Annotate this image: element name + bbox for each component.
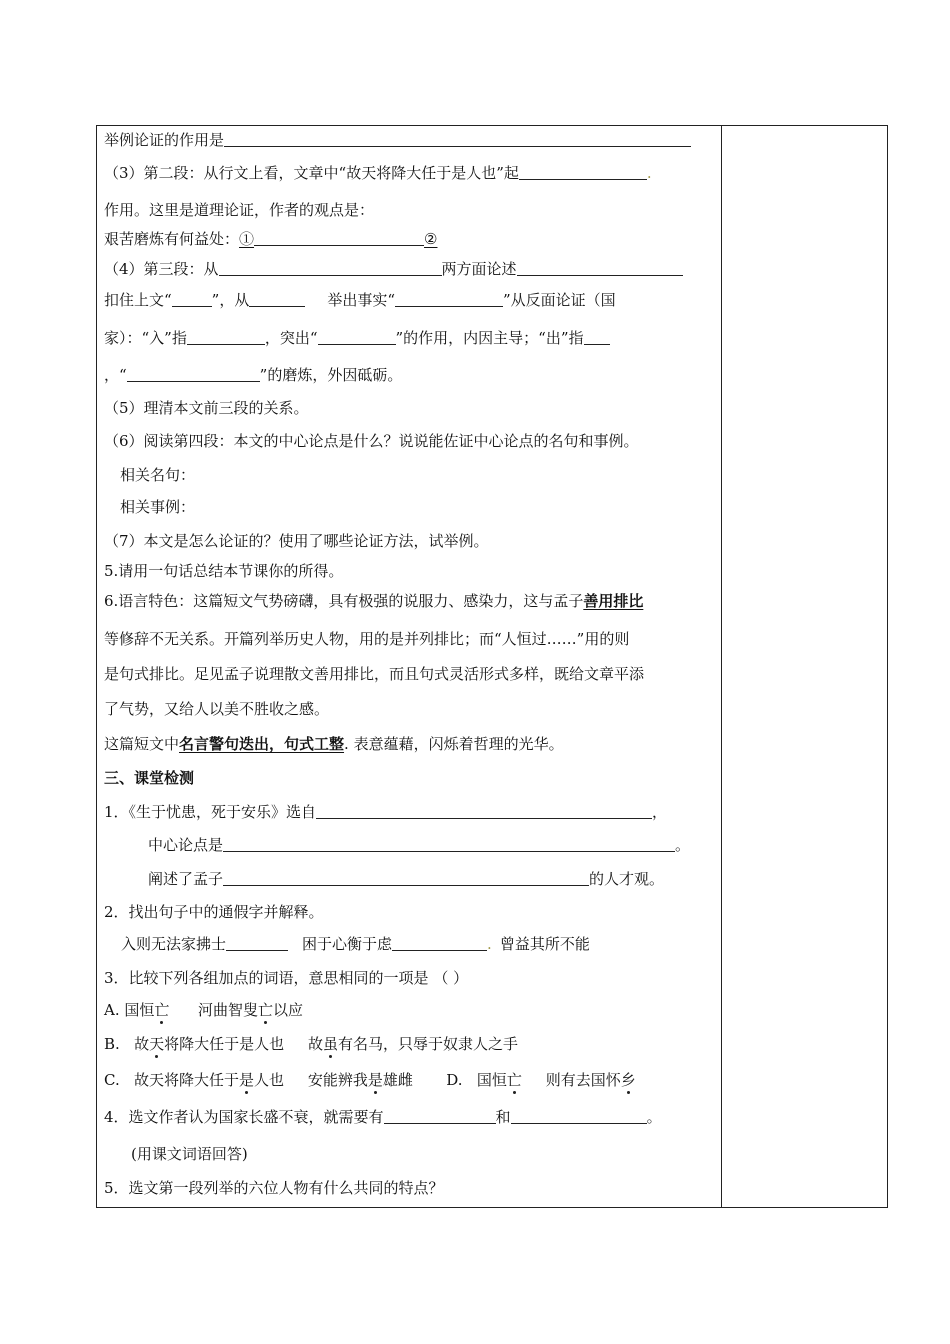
check-q1-talent-view: 阐述了孟子 的人才观。: [148, 870, 665, 888]
answer-blank[interactable]: [318, 329, 396, 345]
q7-argument-methods: （7）本文是怎么论证的？使用了哪些论证方法，试举例。: [104, 532, 489, 550]
answer-blank[interactable]: [223, 836, 675, 852]
answer-blank[interactable]: [392, 935, 487, 951]
option-c-d[interactable]: C. 故天将降大任于是人也 安能辨我是雄雌 D. 国恒亡 则有去国怀乡: [104, 1071, 636, 1089]
item-6-language-3: 是句式排比。足见孟子说理散文善用排比，而且句式灵活形式多样，既给文章平添: [104, 665, 645, 683]
option-b[interactable]: B. 故天将降大任于是人也 故虽有名马，只辱于奴隶人之手: [104, 1035, 518, 1053]
q6-central-thesis: （6）阅读第四段：本文的中心论点是什么？说说能佐证中心论点的名句和事例。: [104, 432, 639, 450]
answer-blank[interactable]: [254, 230, 424, 246]
q4-continued-3: ，“ ”的磨炼，外因砥砺。: [104, 366, 403, 384]
answer-blank[interactable]: [226, 935, 288, 951]
check-q1: 1．《生于忧患，死于安乐》选自 ，: [104, 803, 668, 821]
answer-blank[interactable]: [517, 260, 683, 276]
check-q1-thesis: 中心论点是 。: [148, 836, 691, 854]
answer-blank[interactable]: [127, 366, 260, 382]
answer-blank[interactable]: [219, 260, 442, 276]
q4-continued-1: 扣住上文“ ”，从 举出事实“ ”从反面论证（国: [104, 291, 616, 309]
item-6-language: 6.语言特色：这篇短文气势磅礴，具有极强的说服力、感染力，这与孟子善用排比: [104, 592, 644, 610]
answer-blank[interactable]: [187, 329, 265, 345]
check-q3: 3．比较下列各组加点的词语，意思相同的一项是 （ ）: [104, 969, 469, 987]
related-examples-label: 相关事例：: [120, 498, 196, 516]
answer-blank[interactable]: [511, 1108, 647, 1124]
q3-continued: 作用。这里是道理论证，作者的观点是：: [104, 201, 375, 219]
check-q2-sentences: 入则无法家拂士 困于心衡于虑 . 曾益其所不能: [121, 935, 590, 953]
column-divider: [721, 125, 722, 1208]
answer-blank[interactable]: [224, 131, 691, 147]
item-6-language-2: 等修辞不无关系。开篇列举历史人物，用的是并列排比；而“人恒过……”用的则: [104, 630, 630, 648]
q3-paragraph-two: （3）第二段：从行文上看，文章中“故天将降大任于是人也”起 .: [104, 164, 652, 182]
q5-relationship: （5）理清本文前三段的关系。: [104, 399, 309, 417]
q4-paragraph-three: （4）第三段：从 两方面论述: [104, 259, 683, 279]
section-heading-class-check: 三、课堂检测: [104, 769, 195, 787]
check-q4-note: (用课文词语回答): [131, 1145, 248, 1163]
check-q5: 5．选文第一段列举的六位人物有什么共同的特点？: [104, 1179, 444, 1197]
answer-blank[interactable]: [584, 329, 610, 345]
check-q4: 4．选文作者认为国家长盛不衰，就需要有 和 。: [104, 1108, 662, 1126]
item-6-language-4: 了气势，又给人以美不胜收之感。: [104, 700, 330, 718]
answer-blank[interactable]: [249, 291, 305, 307]
related-quotes-label: 相关名句：: [120, 466, 196, 484]
item-6-language-5: 这篇短文中名言警句迭出，句式工整. 表意蕴藉，闪烁着哲理的光华。: [104, 735, 564, 753]
q-example-argument: 举例论证的作用是: [104, 130, 691, 150]
q3-hardship-benefits: 艰苦磨炼有何益处：① ②: [104, 230, 438, 248]
answer-blank[interactable]: [395, 291, 503, 307]
answer-blank[interactable]: [316, 803, 652, 819]
check-q2: 2．找出句子中的通假字并解释。: [104, 903, 324, 921]
answer-blank[interactable]: [223, 870, 589, 886]
answer-blank[interactable]: [384, 1108, 496, 1124]
answer-blank[interactable]: [172, 291, 212, 307]
item-5-summary: 5.请用一句话总结本节课你的所得。: [104, 562, 344, 580]
option-a[interactable]: A. 国恒亡 河曲智叟亡以应: [104, 1001, 304, 1019]
answer-blank[interactable]: [519, 164, 647, 180]
q4-continued-2: 家）：“入”指 ，突出“ ”的作用，内因主导；“出”指: [104, 328, 610, 348]
